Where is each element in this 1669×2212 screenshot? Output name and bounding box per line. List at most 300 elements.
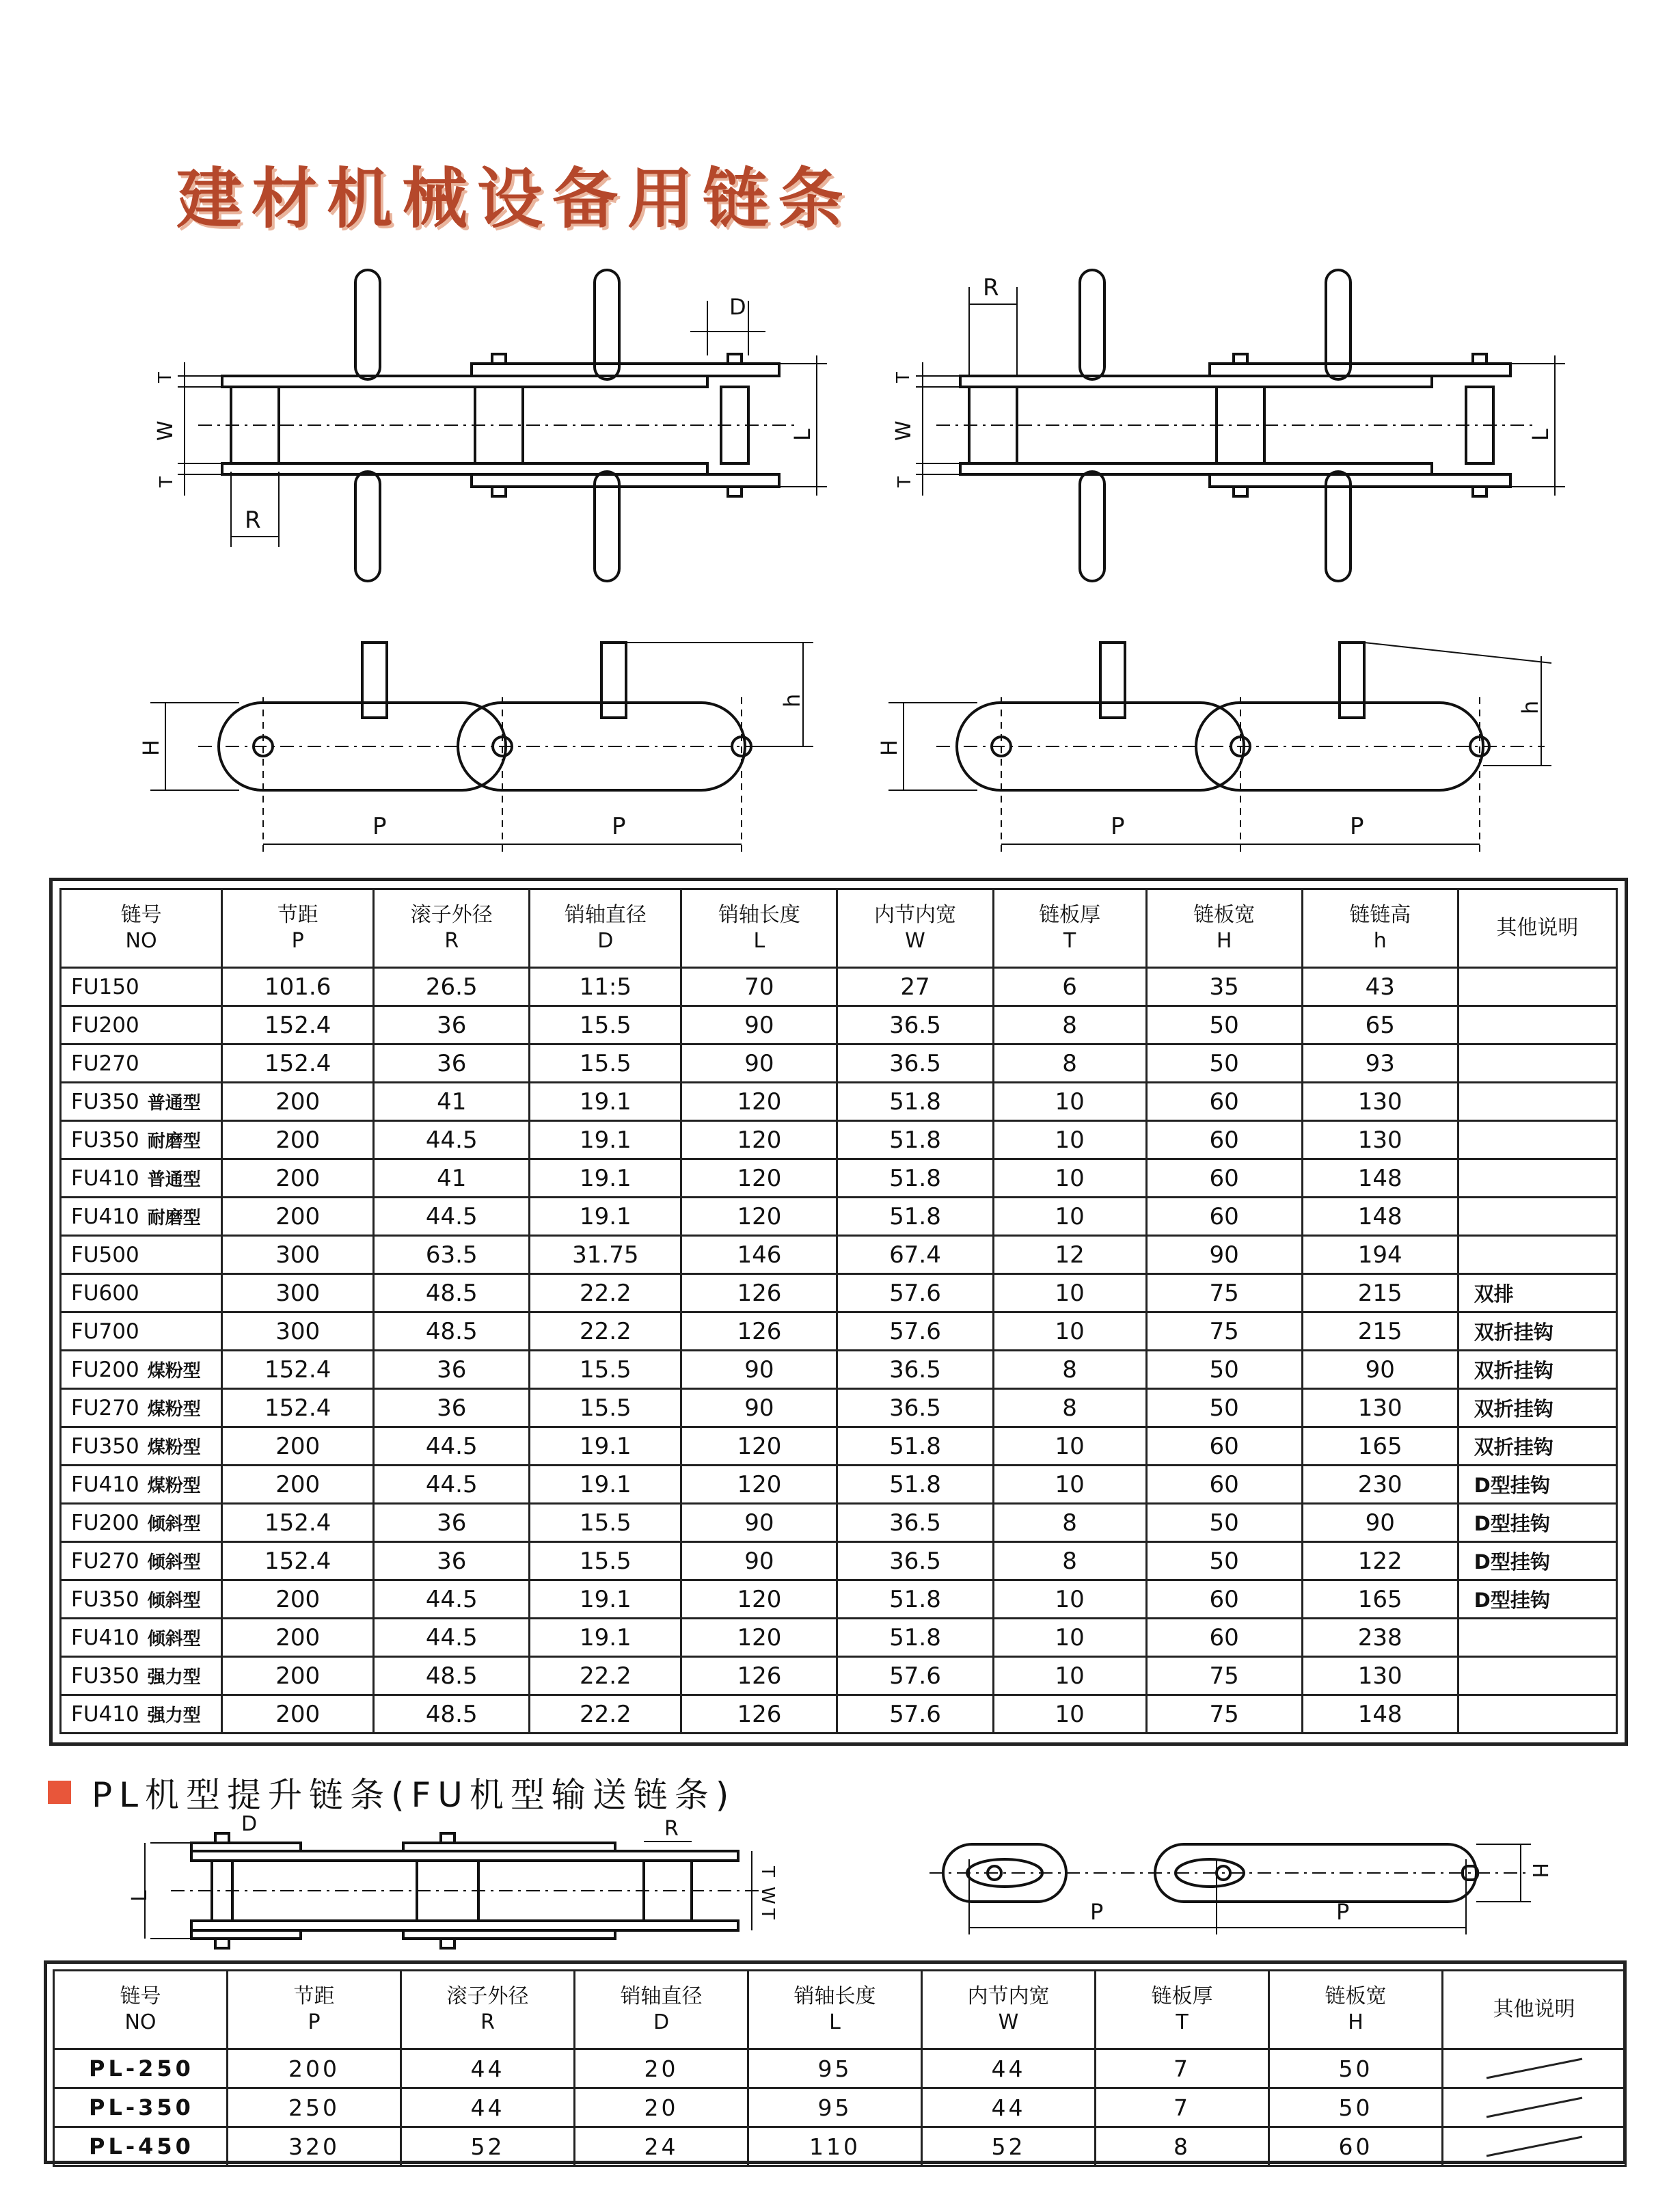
chain-variant: 强力型 xyxy=(147,1667,201,1688)
note-cell: D型挂钩 xyxy=(1458,1542,1616,1580)
chain-number-cell xyxy=(61,1274,222,1312)
column-header-code: P xyxy=(291,929,304,953)
table-cell: 60 xyxy=(1146,1083,1302,1121)
note-cell: 双折挂钩 xyxy=(1458,1351,1616,1389)
chain-number-cell xyxy=(61,1159,222,1198)
table-cell: 52 xyxy=(401,2127,575,2166)
table-cell: 19.1 xyxy=(530,1619,681,1657)
column-header-cn: 内节内宽 xyxy=(967,1984,1050,2008)
pin-head xyxy=(728,354,742,364)
column-header xyxy=(222,889,374,968)
table-cell: 75 xyxy=(1146,1695,1302,1734)
chain-number-cell xyxy=(61,1504,222,1542)
chain-variant: 普通型 xyxy=(147,1170,201,1190)
chain-number-cell xyxy=(61,1044,222,1083)
column-header xyxy=(1302,889,1458,968)
column-header xyxy=(1146,889,1302,968)
dim-label-w: W xyxy=(154,420,178,441)
pin-head xyxy=(728,487,742,496)
table-cell: 110 xyxy=(748,2127,922,2166)
table-row xyxy=(61,1695,1617,1734)
column-header-cn: 销轴长度 xyxy=(718,903,800,927)
column-header-code: D xyxy=(597,929,614,953)
table-cell: 48.5 xyxy=(374,1312,530,1351)
table-cell: 19.1 xyxy=(530,1121,681,1159)
dim-label-h-height: h xyxy=(1517,700,1543,714)
dim-label-t: T xyxy=(155,372,176,383)
chain-number: FU150 xyxy=(71,974,139,999)
table-cell: 36 xyxy=(374,1044,530,1083)
column-header xyxy=(54,1971,228,2049)
table-row xyxy=(61,1427,1617,1466)
column-header-code: T xyxy=(1063,929,1076,953)
table-cell: 10 xyxy=(993,1312,1146,1351)
table-cell: 36 xyxy=(374,1542,530,1580)
dim-label-t: T xyxy=(895,476,915,487)
dim-label-p: P xyxy=(1350,813,1364,840)
column-header xyxy=(61,889,222,968)
table-cell: 10 xyxy=(993,1657,1146,1695)
table-cell: 44.5 xyxy=(374,1580,530,1619)
chain-number-cell: PL-250 xyxy=(54,2049,228,2088)
column-header-cn: 链板厚 xyxy=(1039,903,1101,927)
table-cell: 44.5 xyxy=(374,1619,530,1657)
column-header xyxy=(1458,889,1616,968)
table-cell: 230 xyxy=(1302,1466,1458,1504)
note-cell: 双折挂钩 xyxy=(1458,1312,1616,1351)
table-cell: 95 xyxy=(748,2049,922,2088)
pl-section-heading-text: PL机型提升链条(FU机型输送链条) xyxy=(92,1775,736,1815)
table-cell: 50 xyxy=(1269,2088,1443,2127)
table-cell: 130 xyxy=(1302,1083,1458,1121)
column-header xyxy=(922,1971,1096,2049)
chain-variant: 倾斜型 xyxy=(147,1552,201,1573)
column-header-cn: 销轴直径 xyxy=(564,903,647,927)
table-cell: 95 xyxy=(748,2088,922,2127)
chain-number: FU270 xyxy=(71,1396,139,1420)
column-header-cn: 节距 xyxy=(293,1984,335,2008)
chain-number-cell xyxy=(61,1657,222,1695)
column-header xyxy=(228,1971,401,2049)
table-cell: 120 xyxy=(681,1427,837,1466)
table-cell: 50 xyxy=(1146,1504,1302,1542)
chain-front-view-diagram-left xyxy=(137,636,841,861)
table-cell: 75 xyxy=(1146,1274,1302,1312)
note-cell: 双排 xyxy=(1458,1274,1616,1312)
chain-number-cell xyxy=(61,1083,222,1121)
chain-variant: 煤粉型 xyxy=(147,1476,201,1496)
table-cell: 10 xyxy=(993,1695,1146,1734)
table-cell: 6 xyxy=(993,968,1146,1006)
dim-label-l: L xyxy=(128,1890,152,1902)
note-cell xyxy=(1458,1695,1616,1734)
table-cell: 15.5 xyxy=(530,1504,681,1542)
table-cell: 300 xyxy=(222,1312,374,1351)
dim-label-r: R xyxy=(245,507,261,534)
chain-number-cell xyxy=(61,1580,222,1619)
table-row xyxy=(61,1083,1617,1121)
dim-label-p: P xyxy=(372,813,387,840)
table-cell: 10 xyxy=(993,1580,1146,1619)
table-cell: 300 xyxy=(222,1236,374,1274)
chain-variant: 耐磨型 xyxy=(147,1131,201,1152)
table-cell: 57.6 xyxy=(837,1312,993,1351)
table-cell: 130 xyxy=(1302,1121,1458,1159)
table-cell: 200 xyxy=(222,1695,374,1734)
table-cell: 51.8 xyxy=(837,1083,993,1121)
pl-table-header-row xyxy=(54,1971,1626,2049)
table-cell: 50 xyxy=(1146,1389,1302,1427)
chain-number: FU410 xyxy=(71,1702,139,1727)
dim-label-h-width: H xyxy=(876,739,902,756)
table-cell: 148 xyxy=(1302,1159,1458,1198)
table-cell: 48.5 xyxy=(374,1657,530,1695)
dim-label-t: T xyxy=(157,476,177,487)
table-row xyxy=(61,1466,1617,1504)
table-cell: 200 xyxy=(222,1580,374,1619)
table-cell: 90 xyxy=(1302,1504,1458,1542)
table-cell: 24 xyxy=(575,2127,748,2166)
column-header-code: P xyxy=(308,2010,321,2034)
table-cell: 50 xyxy=(1146,1044,1302,1083)
table-cell: 36 xyxy=(374,1389,530,1427)
note-cell xyxy=(1458,968,1616,1006)
table-cell: 57.6 xyxy=(837,1274,993,1312)
column-header-code: H xyxy=(1216,929,1232,953)
table-cell: 93 xyxy=(1302,1044,1458,1083)
table-cell: 8 xyxy=(993,1006,1146,1044)
table-cell: 60 xyxy=(1146,1427,1302,1466)
dim-label-p: P xyxy=(1111,813,1125,840)
table-row xyxy=(61,1351,1617,1389)
table-cell: 15.5 xyxy=(530,1006,681,1044)
table-cell: 120 xyxy=(681,1466,837,1504)
column-header xyxy=(401,1971,575,2049)
dim-label-w: W xyxy=(757,1887,778,1904)
table-cell: 51.8 xyxy=(837,1580,993,1619)
table-cell: 63.5 xyxy=(374,1236,530,1274)
table-cell: 152.4 xyxy=(222,1044,374,1083)
page-title: 建材机械设备用链条 xyxy=(176,160,853,237)
table-cell: 238 xyxy=(1302,1619,1458,1657)
chain-number: FU350 xyxy=(71,1090,139,1114)
dim-label-l: L xyxy=(1528,429,1553,441)
table-cell: 200 xyxy=(222,1083,374,1121)
column-header-cn: 链板厚 xyxy=(1151,1984,1213,2008)
table-cell: 15.5 xyxy=(530,1389,681,1427)
table-cell: 22.2 xyxy=(530,1695,681,1734)
dim-label-r: R xyxy=(983,274,999,301)
table-cell: 51.8 xyxy=(837,1466,993,1504)
column-header-cn: 链号 xyxy=(120,903,162,927)
table-cell: 130 xyxy=(1302,1657,1458,1695)
chain-variant: 耐磨型 xyxy=(147,1208,201,1228)
chain-number: FU350 xyxy=(71,1128,139,1152)
table-cell: 7 xyxy=(1096,2049,1269,2088)
chain-number-cell xyxy=(61,1198,222,1236)
chain-number-cell: PL-450 xyxy=(54,2127,228,2166)
table-cell: 90 xyxy=(681,1006,837,1044)
table-cell: 8 xyxy=(993,1389,1146,1427)
table-cell: 200 xyxy=(222,1159,374,1198)
table-row xyxy=(54,2088,1626,2127)
column-header-code: L xyxy=(753,929,765,953)
chain-number: FU350 xyxy=(71,1434,139,1459)
chain-number-cell xyxy=(61,1695,222,1734)
dim-label-d: D xyxy=(241,1812,258,1836)
fu-spec-table xyxy=(59,888,1618,1734)
column-header xyxy=(575,1971,748,2049)
table-cell: 51.8 xyxy=(837,1619,993,1657)
table-cell: 19.1 xyxy=(530,1159,681,1198)
table-cell: 22.2 xyxy=(530,1274,681,1312)
table-cell: 36.5 xyxy=(837,1389,993,1427)
table-cell: 120 xyxy=(681,1580,837,1619)
table-row xyxy=(61,1580,1617,1619)
table-cell: 51.8 xyxy=(837,1198,993,1236)
column-header-cn: 其他说明 xyxy=(1493,1997,1575,2021)
chain-variant: 强力型 xyxy=(147,1705,201,1726)
table-cell: 10 xyxy=(993,1083,1146,1121)
column-header-code: W xyxy=(998,2010,1019,2034)
empty-slash-mark xyxy=(1476,2055,1592,2082)
table-cell: 57.6 xyxy=(837,1657,993,1695)
table-cell: 8 xyxy=(1096,2127,1269,2166)
note-cell xyxy=(1458,1236,1616,1274)
table-row xyxy=(61,1504,1617,1542)
table-cell: 148 xyxy=(1302,1198,1458,1236)
table-cell: 36 xyxy=(374,1504,530,1542)
chain-number: FU350 xyxy=(71,1587,139,1612)
empty-slash-mark xyxy=(1476,2094,1592,2121)
table-cell: 44.5 xyxy=(374,1427,530,1466)
table-cell: 60 xyxy=(1146,1619,1302,1657)
table-row xyxy=(61,1006,1617,1044)
pl-spec-table-frame xyxy=(44,1960,1627,2164)
table-cell: 19.1 xyxy=(530,1466,681,1504)
note-cell xyxy=(1458,1044,1616,1083)
chain-variant: 倾斜型 xyxy=(147,1591,201,1611)
table-cell: 44.5 xyxy=(374,1121,530,1159)
column-header-cn: 内节内宽 xyxy=(874,903,956,927)
table-cell: 165 xyxy=(1302,1580,1458,1619)
table-cell: 10 xyxy=(993,1619,1146,1657)
table-cell: 20 xyxy=(575,2088,748,2127)
table-cell: 31.75 xyxy=(530,1236,681,1274)
dim-label-r: R xyxy=(664,1817,679,1841)
table-cell: 44 xyxy=(401,2049,575,2088)
table-row xyxy=(61,1274,1617,1312)
note-cell: 双折挂钩 xyxy=(1458,1427,1616,1466)
table-cell: 36.5 xyxy=(837,1044,993,1083)
table-row xyxy=(54,2049,1626,2088)
table-cell: 300 xyxy=(222,1274,374,1312)
table-cell: 12 xyxy=(993,1236,1146,1274)
table-cell: 19.1 xyxy=(530,1580,681,1619)
table-cell: 10 xyxy=(993,1274,1146,1312)
fu-spec-table-frame xyxy=(49,878,1628,1746)
table-cell: 35 xyxy=(1146,968,1302,1006)
table-cell: 8 xyxy=(993,1542,1146,1580)
note-cell xyxy=(1458,1619,1616,1657)
table-cell: 130 xyxy=(1302,1389,1458,1427)
table-cell: 101.6 xyxy=(222,968,374,1006)
note-cell: D型挂钩 xyxy=(1458,1466,1616,1504)
table-cell: 51.8 xyxy=(837,1121,993,1159)
table-cell: 146 xyxy=(681,1236,837,1274)
note-cell-empty xyxy=(1443,2049,1626,2088)
table-cell: 43 xyxy=(1302,968,1458,1006)
chain-number-cell xyxy=(61,1351,222,1389)
table-cell: 126 xyxy=(681,1695,837,1734)
column-header-cn: 销轴直径 xyxy=(620,1984,703,2008)
table-cell: 51.8 xyxy=(837,1159,993,1198)
outer-plate xyxy=(472,364,779,376)
column-header xyxy=(1269,1971,1443,2049)
pl-section-heading xyxy=(48,1768,735,1817)
table-cell: 22.2 xyxy=(530,1657,681,1695)
table-cell: 75 xyxy=(1146,1657,1302,1695)
column-header-cn: 滚子外径 xyxy=(410,903,493,927)
chain-number-cell xyxy=(61,1236,222,1274)
column-header xyxy=(681,889,837,968)
table-cell: 152.4 xyxy=(222,1006,374,1044)
column-header-code: D xyxy=(653,2010,670,2034)
column-header-code: NO xyxy=(125,929,157,953)
column-header-cn: 其他说明 xyxy=(1496,916,1579,940)
chain-number-cell xyxy=(61,968,222,1006)
table-cell: 50 xyxy=(1146,1542,1302,1580)
chain-number: FU600 xyxy=(71,1280,139,1306)
table-cell: 67.4 xyxy=(837,1236,993,1274)
table-cell: 36.5 xyxy=(837,1006,993,1044)
column-header-code: h xyxy=(1373,929,1387,953)
table-cell: 60 xyxy=(1146,1580,1302,1619)
table-cell: 27 xyxy=(837,968,993,1006)
inner-plate xyxy=(222,463,707,474)
table-cell: 200 xyxy=(222,1121,374,1159)
table-cell: 200 xyxy=(222,1466,374,1504)
table-cell: 126 xyxy=(681,1274,837,1312)
table-cell: 60 xyxy=(1146,1159,1302,1198)
table-row xyxy=(61,1389,1617,1427)
table-cell: 165 xyxy=(1302,1427,1458,1466)
chain-number: FU500 xyxy=(71,1242,139,1267)
table-cell: 60 xyxy=(1146,1198,1302,1236)
table-cell: 10 xyxy=(993,1466,1146,1504)
table-cell: 200 xyxy=(222,1619,374,1657)
chain-number: FU200 xyxy=(71,1012,139,1038)
chain-number: FU410 xyxy=(71,1204,139,1229)
table-cell: 320 xyxy=(228,2127,401,2166)
table-row xyxy=(61,968,1617,1006)
column-header-code: W xyxy=(905,929,925,953)
table-cell: 15.5 xyxy=(530,1351,681,1389)
table-cell: 44 xyxy=(922,2049,1096,2088)
chain-side-view-diagram-right xyxy=(892,260,1592,595)
column-header xyxy=(530,889,681,968)
column-header xyxy=(374,889,530,968)
column-header-cn: 链号 xyxy=(120,1984,161,2008)
table-cell: 10 xyxy=(993,1427,1146,1466)
attachment-rod xyxy=(355,472,380,581)
table-cell: 122 xyxy=(1302,1542,1458,1580)
dim-label-d: D xyxy=(729,294,746,320)
table-cell: 22.2 xyxy=(530,1312,681,1351)
chain-number-cell xyxy=(61,1619,222,1657)
table-cell: 60 xyxy=(1146,1466,1302,1504)
table-cell: 90 xyxy=(681,1504,837,1542)
table-cell: 8 xyxy=(993,1351,1146,1389)
table-row xyxy=(61,1121,1617,1159)
table-row xyxy=(61,1044,1617,1083)
column-header-code: L xyxy=(829,2010,841,2034)
chain-number: FU410 xyxy=(71,1472,139,1497)
column-header-cn: 链链高 xyxy=(1349,903,1411,927)
table-cell: 152.4 xyxy=(222,1389,374,1427)
dim-label-p: P xyxy=(612,813,626,840)
table-cell: 90 xyxy=(1302,1351,1458,1389)
table-cell: 52 xyxy=(922,2127,1096,2166)
table-cell: 120 xyxy=(681,1121,837,1159)
pin-head xyxy=(492,354,506,364)
column-header-code: H xyxy=(1348,2010,1363,2034)
table-cell: 215 xyxy=(1302,1274,1458,1312)
table-cell: 51.8 xyxy=(837,1427,993,1466)
table-cell: 44 xyxy=(401,2088,575,2127)
note-cell xyxy=(1458,1657,1616,1695)
table-cell: 90 xyxy=(1146,1236,1302,1274)
table-cell: 50 xyxy=(1269,2049,1443,2088)
chain-number-cell: PL-350 xyxy=(54,2088,228,2127)
column-header-code: R xyxy=(480,2010,495,2034)
dim-label-h-width: H xyxy=(1528,1863,1551,1878)
column-header-cn: 节距 xyxy=(277,903,318,927)
table-cell: 200 xyxy=(222,1427,374,1466)
table-cell: 70 xyxy=(681,968,837,1006)
table-cell: 41 xyxy=(374,1083,530,1121)
dim-label-h-width: H xyxy=(138,739,164,756)
chain-number-cell xyxy=(61,1121,222,1159)
table-cell: 36.5 xyxy=(837,1351,993,1389)
table-cell: 90 xyxy=(681,1389,837,1427)
table-cell: 44 xyxy=(922,2088,1096,2127)
table-cell: 194 xyxy=(1302,1236,1458,1274)
dim-label-h-height: h xyxy=(779,693,805,707)
table-row xyxy=(61,1312,1617,1351)
chain-variant: 煤粉型 xyxy=(147,1399,201,1420)
dim-label-t: T xyxy=(757,1908,778,1919)
column-header-cn: 销轴长度 xyxy=(793,1984,876,2008)
table-cell: 50 xyxy=(1146,1351,1302,1389)
column-header xyxy=(837,889,993,968)
chain-number-cell xyxy=(61,1466,222,1504)
table-cell: 152.4 xyxy=(222,1504,374,1542)
chain-number-cell xyxy=(61,1006,222,1044)
table-cell: 41 xyxy=(374,1159,530,1198)
dim-label-p: P xyxy=(1090,1899,1104,1925)
table-row xyxy=(61,1236,1617,1274)
table-cell: 65 xyxy=(1302,1006,1458,1044)
note-cell: 双折挂钩 xyxy=(1458,1389,1616,1427)
chain-number: FU410 xyxy=(71,1166,139,1191)
table-cell: 90 xyxy=(681,1542,837,1580)
table-cell: 36.5 xyxy=(837,1504,993,1542)
chain-number-cell xyxy=(61,1312,222,1351)
note-cell xyxy=(1458,1083,1616,1121)
dim-label-t: T xyxy=(757,1866,778,1877)
table-cell: 200 xyxy=(222,1198,374,1236)
